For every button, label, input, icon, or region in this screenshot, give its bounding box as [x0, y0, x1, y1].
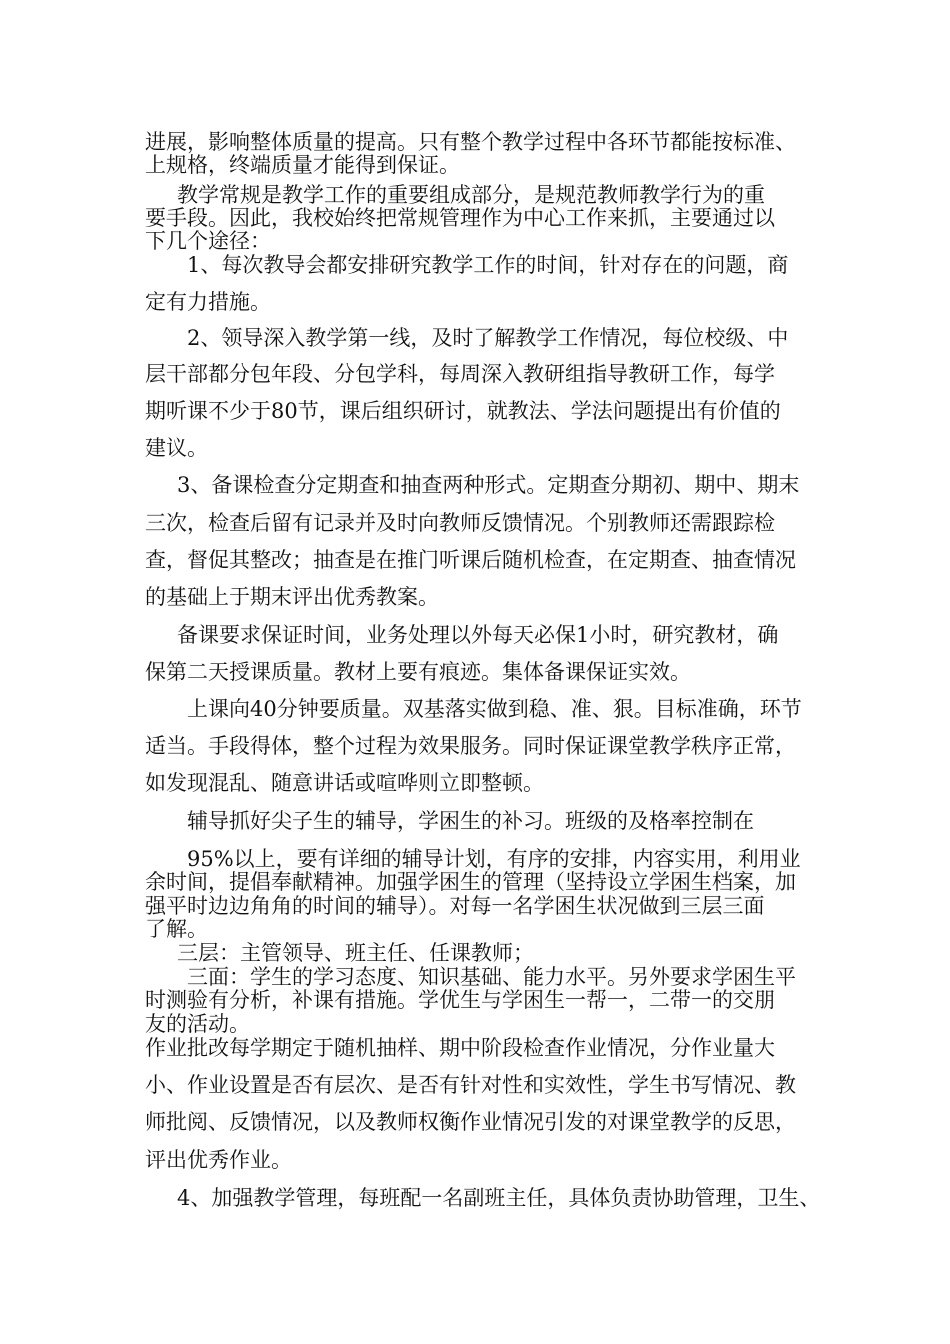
text-line: 定有力措施。: [145, 290, 271, 314]
text-line: 查，督促其整改；抽查是在推门听课后随机检查，在定期查、抽查情况: [145, 548, 796, 572]
text-line: 上课向40分钟要质量。双基落实做到稳、准、狠。目标准确，环节: [187, 697, 802, 721]
text-line: 三层：主管领导、班主任、任课教师；: [177, 941, 534, 965]
text-line: 教学常规是教学工作的重要组成部分，是规范教师教学行为的重: [177, 183, 765, 207]
text-line: 上规格，终端质量才能得到保证。: [145, 153, 460, 177]
text-line: 建议。: [145, 436, 208, 460]
text-line: 备课要求保证时间，业务处理以外每天必保1小时，研究教材，确: [177, 623, 779, 647]
text-line: 评出优秀作业。: [145, 1148, 292, 1172]
text-line: 3、备课检查分定期查和抽查两种形式。定期查分期初、期中、期末: [177, 473, 800, 497]
text-line: 了解。: [145, 917, 208, 941]
text-line: 时测验有分析，补课有措施。学优生与学困生一帮一，二带一的交朋: [145, 988, 775, 1012]
text-line: 4、加强教学管理，每班配一名副班主任，具体负责协助管理，卫生、: [177, 1186, 821, 1210]
text-line: 适当。手段得体，整个过程为效果服务。同时保证课堂教学秩序正常，: [145, 734, 796, 758]
text-line: 1、每次教导会都安排研究教学工作的时间，针对存在的问题，商: [187, 253, 789, 277]
text-line: 小、作业设置是否有层次、是否有针对性和实效性，学生书写情况、教: [145, 1073, 796, 1097]
text-line: 友的活动。: [145, 1012, 250, 1036]
text-line: 要手段。因此，我校始终把常规管理作为中心工作来抓，主要通过以: [145, 206, 775, 230]
text-line: 师批阅、反馈情况，以及教师权衡作业情况引发的对课堂教学的反思，: [145, 1110, 796, 1134]
text-line: 的基础上于期末评出优秀教案。: [145, 585, 439, 609]
text-line: 95%以上，要有详细的辅导计划，有序的安排，内容实用，利用业: [187, 847, 801, 871]
text-line: 作业批改每学期定于随机抽样、期中阶段检查作业情况，分作业量大: [145, 1036, 775, 1060]
text-line: 辅导抓好尖子生的辅导，学困生的补习。班级的及格率控制在: [187, 809, 754, 833]
text-line: 期听课不少于80节，课后组织研讨，就教法、学法问题提出有价值的: [145, 399, 781, 423]
text-line: 余时间，提倡奉献精神。加强学困生的管理（坚持设立学困生档案，加: [145, 870, 796, 894]
text-line: 三面：学生的学习态度、知识基础、能力水平。另外要求学困生平: [187, 965, 796, 989]
text-line: 2、领导深入教学第一线，及时了解教学工作情况，每位校级、中: [187, 326, 789, 350]
text-line: 强平时边边角角的时间的辅导）。对每一名学困生状况做到三层三面: [145, 894, 765, 918]
text-line: 如发现混乱、随意讲话或喧哗则立即整顿。: [145, 771, 544, 795]
text-line: 下几个途径：: [145, 229, 271, 253]
text-line: 进展，影响整体质量的提高。只有整个教学过程中各环节都能按标准、: [145, 130, 796, 154]
text-line: 保第二天授课质量。教材上要有痕迹。集体备课保证实效。: [145, 660, 691, 684]
text-line: 层干部都分包年段、分包学科，每周深入教研组指导教研工作，每学: [145, 362, 775, 386]
text-line: 三次，检查后留有记录并及时向教师反馈情况。个别教师还需跟踪检: [145, 511, 775, 535]
